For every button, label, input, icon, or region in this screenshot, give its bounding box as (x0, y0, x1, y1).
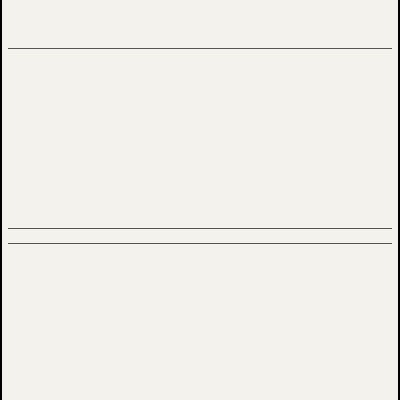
mid-rule (8, 228, 392, 229)
top-rule (8, 48, 392, 49)
lower-rule (8, 243, 392, 244)
schedule-document (2, 0, 398, 400)
